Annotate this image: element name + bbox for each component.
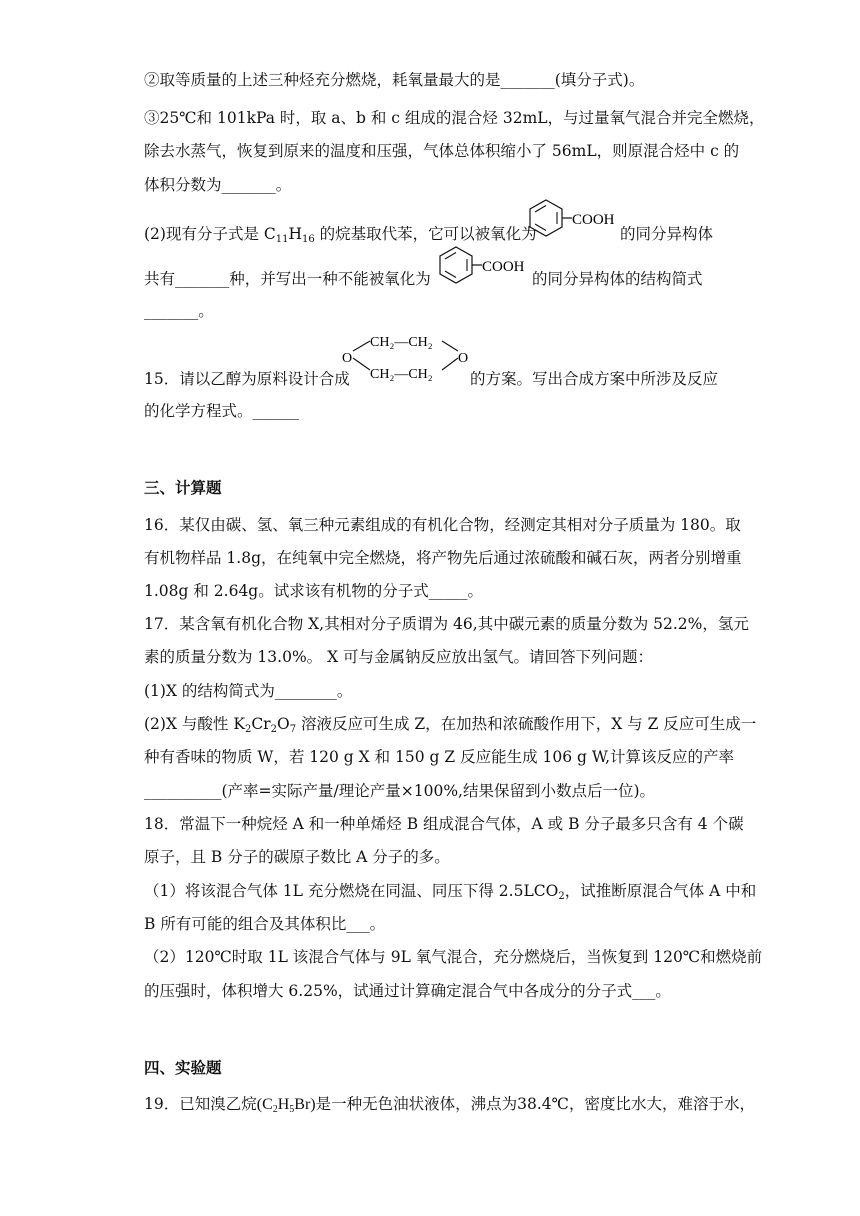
q14-part3-text: ②取等质量的上述三种烃充分燃烧，耗氧量最大的是_______(填分子式)。 [144, 71, 645, 89]
q16-line3: 1.08g 和 2.64g。试求该有机物的分子式_____。 [144, 582, 483, 600]
oxygen-left: O [342, 351, 353, 366]
oxygen-right: O [458, 351, 469, 366]
q17-line6: __________(产率=实际产量/理论产量×100%,结果保留到小数点后一位)。 [144, 782, 656, 800]
q14-part3-line3: 体积分数为_______。 [144, 176, 292, 194]
q15-line1: 15．请以乙醇为原料设计合成 [144, 370, 350, 388]
ethyl-bromide-formula: $(C_2H_5Br)$ [256, 1096, 316, 1115]
q18-line2: 原子，且 B 分子的碳原子数比 A 分子的多。 [144, 848, 450, 866]
q17-line5: 种有香味的物质 W，若 120 g X 和 150 g Z 反应能生成 106 g W,计算该反应的产率 [144, 748, 735, 766]
cooh-label: COOH [482, 259, 525, 275]
q15-line2: 的化学方程式。______ [144, 402, 300, 420]
q14-sub2-line2-suffix: 的同分异构体的结构简式 [532, 270, 703, 288]
q17-line1: 17．某含氧有机化合物 X,其相对分子质谓为 46,其中碳元素的质量分数为 52.2%，氢元 [144, 615, 749, 633]
q15-line1-suffix: 的方案。写出合成方案中所涉及反应 [470, 370, 719, 388]
q17-line2: 素的质量分数为 13.0%。 X 可与金属钠反应放出氢气。请回答下列问题： [144, 648, 654, 666]
q18-line5: （2）120℃时取 1L 该混合气体与 9L 氧气混合，充分燃烧后，当恢复到 120℃和燃烧前 [144, 948, 763, 966]
cooh-label: COOH [572, 212, 615, 228]
q17-line3: (1)X 的结构简式为________。 [144, 682, 353, 700]
benzoic-acid-structure-2 [418, 243, 530, 291]
benzoic-acid-structure [508, 196, 620, 244]
q18-line1: 18．常温下一种烷烃 A 和一种单烯烃 B 组成混合气体，A 或 B 分子最多只含有 4 个碳 [144, 815, 744, 833]
q19-line1: 19．已知溴乙烷$(C_2H_5Br)$是一种无色油状液体，沸点为38.4℃，密度比水大，难溶于水， [144, 1095, 755, 1115]
q14-sub2-line3: _______。 [144, 302, 214, 320]
section-3-heading: 三、计算题 [144, 478, 222, 497]
q14-sub2-suffix: 的同分异构体 [620, 225, 714, 243]
q14-sub2-line1: (2)现有分子式是 $C_{11}H_{16}$ 的烷基取代苯，它可以被氧化为 [144, 225, 537, 245]
ch2ch2-top: CH₂—CH₂ [370, 335, 433, 350]
ch2ch2-bottom: CH₂—CH₂ [370, 367, 433, 382]
q14-part3-line2: 除去水蒸气，恢复到原来的温度和压强，气体总体积缩小了 56mL，则原混合烃中 c 的 [144, 142, 740, 160]
q16-line1: 16．某仅由碳、氢、氧三种元素组成的有机化合物，经测定其相对分子质量为 180。取 [144, 516, 741, 534]
q14-sub2-line2: 共有_______种，并写出一种不能被氧化为 [144, 270, 431, 288]
q18-line4: B 所有可能的组合及其体积比___。 [144, 915, 386, 933]
q16-line2: 有机物样品 1.8g，在纯氧中完全燃烧，将产物先后通过浓硫酸和碱石灰，两者分别增重 [144, 549, 742, 567]
dioxane-structure [340, 330, 470, 384]
section-4-heading: 四、实验题 [144, 1058, 222, 1077]
q18-line3: （1）将该混合气体 1L 充分燃烧在同温、同压下得 $2.5LCO_2$，试推断原混合气体 A 中和 [144, 882, 757, 902]
q14-part3-line1: ③25℃和 101kPa 时，取 a、b 和 c 组成的混合烃 32mL，与过量氧气混合并完全燃烧， [144, 109, 765, 127]
q18-line6: 的压强时，体积增大 6.25%，试通过计算确定混合气中各成分的分子式___。 [144, 982, 671, 1000]
q17-line4: (2)X 与酸性 $K_2Cr_2O_7$ 溶液反应可生成 Z，在加热和浓硫酸作用下，X 与 Z 反应可生成一 [144, 715, 757, 735]
